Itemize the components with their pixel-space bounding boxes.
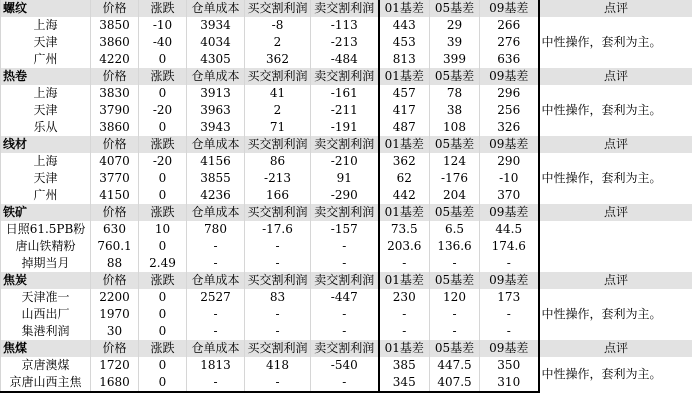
section-header-row [1,68,692,85]
change-cell: -40 [139,34,187,51]
basis-01-cell: 417 [379,102,430,119]
section-header-row [1,204,692,221]
basis-01-cell: - [379,323,430,340]
column-header: 05基差 [430,204,480,221]
price-cell: 3830 [91,85,139,102]
location-name: 广州 [1,51,91,68]
sell-delivery-profit-cell: - [311,238,379,255]
column-header: 买交割利润 [245,204,311,221]
change-cell: 0 [139,289,187,306]
location-name: 日照61.5PB粉 [1,221,91,238]
basis-05-cell: 38 [430,102,480,119]
column-header: 09基差 [480,68,539,85]
price-cell: 4220 [91,51,139,68]
warehouse-cost-cell: - [187,323,245,340]
change-cell: 0 [139,85,187,102]
basis-05-cell: 136.6 [430,238,480,255]
basis-01-cell: 457 [379,85,430,102]
location-name: 上海 [1,85,91,102]
column-header: 点评 [539,272,692,289]
change-cell: 2.49 [139,255,187,272]
change-cell: 0 [139,187,187,204]
column-header: 点评 [539,204,692,221]
column-header: 价格 [91,204,139,221]
sell-delivery-profit-cell: -290 [311,187,379,204]
change-cell: 0 [139,306,187,323]
column-header: 买交割利润 [245,68,311,85]
sell-delivery-profit-cell: - [311,255,379,272]
table-row [1,289,692,306]
location-name: 广州 [1,187,91,204]
price-cell: 3850 [91,17,139,34]
basis-01-cell: 203.6 [379,238,430,255]
column-header: 买交割利润 [245,0,311,17]
price-cell: 3860 [91,119,139,136]
warehouse-cost-cell: 4305 [187,51,245,68]
price-cell: 3770 [91,170,139,187]
basis-05-cell: 6.5 [430,221,480,238]
column-header: 涨跌 [139,136,187,153]
category-label: 螺纹 [1,0,91,17]
basis-05-cell: - [430,306,480,323]
column-header: 价格 [91,0,139,17]
basis-05-cell: 78 [430,85,480,102]
buy-delivery-profit-cell: 2 [245,34,311,51]
basis-09-cell: 350 [480,357,539,374]
location-name: 乐从 [1,119,91,136]
warehouse-cost-cell: - [187,238,245,255]
price-cell: 4150 [91,187,139,204]
column-header: 卖交割利润 [311,272,379,289]
category-label: 铁矿 [1,204,91,221]
table-row [1,221,692,238]
column-header: 买交割利润 [245,136,311,153]
location-name: 集港利润 [1,323,91,340]
basis-09-cell: 310 [480,374,539,392]
column-header: 涨跌 [139,68,187,85]
buy-delivery-profit-cell: - [245,238,311,255]
change-cell: -20 [139,102,187,119]
price-cell: 30 [91,323,139,340]
basis-01-cell: 453 [379,34,430,51]
change-cell: 0 [139,357,187,374]
location-name: 天津 [1,102,91,119]
basis-09-cell: -10 [480,170,539,187]
buy-delivery-profit-cell: 83 [245,289,311,306]
comment-cell [539,221,692,272]
price-cell: 3860 [91,34,139,51]
column-header: 价格 [91,136,139,153]
sell-delivery-profit-cell: - [311,374,379,392]
buy-delivery-profit-cell: -8 [245,17,311,34]
location-name: 天津 [1,34,91,51]
warehouse-cost-cell: 1813 [187,357,245,374]
basis-09-cell: 636 [480,51,539,68]
column-header: 05基差 [430,272,480,289]
warehouse-cost-cell: 3934 [187,17,245,34]
column-header: 涨跌 [139,0,187,17]
column-header: 点评 [539,0,692,17]
sell-delivery-profit-cell: -484 [311,51,379,68]
comment-cell: 中性操作，套利为主。 [539,153,692,204]
basis-05-cell: -176 [430,170,480,187]
basis-09-cell: 173 [480,289,539,306]
column-header: 01基差 [379,0,430,17]
column-header: 卖交割利润 [311,204,379,221]
warehouse-cost-cell: 4156 [187,153,245,170]
column-header: 05基差 [430,340,480,357]
location-name: 京唐澳煤 [1,357,91,374]
sell-delivery-profit-cell: -211 [311,102,379,119]
change-cell: 0 [139,374,187,392]
column-header: 买交割利润 [245,272,311,289]
buy-delivery-profit-cell: 2 [245,102,311,119]
sell-delivery-profit-cell: -447 [311,289,379,306]
warehouse-cost-cell: - [187,374,245,392]
column-header: 卖交割利润 [311,0,379,17]
price-cell: 3790 [91,102,139,119]
basis-09-cell: - [480,255,539,272]
basis-01-cell: 813 [379,51,430,68]
section-header-row [1,136,692,153]
category-label: 焦煤 [1,340,91,357]
table-row [1,17,692,34]
column-header: 价格 [91,272,139,289]
sell-delivery-profit-cell: -113 [311,17,379,34]
column-header: 01基差 [379,340,430,357]
column-header: 点评 [539,340,692,357]
location-name: 天津 [1,170,91,187]
column-header: 05基差 [430,68,480,85]
sell-delivery-profit-cell: - [311,323,379,340]
column-header: 01基差 [379,204,430,221]
basis-09-cell: 296 [480,85,539,102]
sell-delivery-profit-cell: -191 [311,119,379,136]
column-header: 09基差 [480,340,539,357]
column-header: 09基差 [480,136,539,153]
column-header: 卖交割利润 [311,136,379,153]
column-header: 09基差 [480,204,539,221]
column-header: 仓单成本 [187,136,245,153]
warehouse-cost-cell: 2527 [187,289,245,306]
change-cell: 0 [139,51,187,68]
comment-cell: 中性操作，套利为主。 [539,289,692,340]
location-name: 掉期当月 [1,255,91,272]
column-header: 01基差 [379,272,430,289]
buy-delivery-profit-cell: - [245,255,311,272]
column-header: 仓单成本 [187,0,245,17]
basis-01-cell: 73.5 [379,221,430,238]
buy-delivery-profit-cell: - [245,323,311,340]
column-header: 涨跌 [139,340,187,357]
buy-delivery-profit-cell: 418 [245,357,311,374]
comment-cell: 中性操作，套利为主。 [539,17,692,68]
warehouse-cost-cell: 780 [187,221,245,238]
location-name: 唐山铁精粉 [1,238,91,255]
section-header-row [1,0,692,17]
column-header: 仓单成本 [187,68,245,85]
column-header: 09基差 [480,272,539,289]
column-header: 卖交割利润 [311,340,379,357]
column-header: 价格 [91,340,139,357]
location-name: 京唐山西主焦 [1,374,91,392]
buy-delivery-profit-cell: 362 [245,51,311,68]
column-header: 买交割利润 [245,340,311,357]
basis-05-cell: 29 [430,17,480,34]
table-row [1,357,692,374]
sell-delivery-profit-cell: 91 [311,170,379,187]
change-cell: 0 [139,323,187,340]
section-header-row [1,340,692,357]
column-header: 05基差 [430,0,480,17]
warehouse-cost-cell: 3943 [187,119,245,136]
price-cell: 760.1 [91,238,139,255]
change-cell: 10 [139,221,187,238]
sell-delivery-profit-cell: -213 [311,34,379,51]
sell-delivery-profit-cell: - [311,306,379,323]
column-header: 仓单成本 [187,272,245,289]
price-cell: 4070 [91,153,139,170]
comment-cell: 中性操作，套利为主。 [539,85,692,136]
category-label: 焦炭 [1,272,91,289]
basis-01-cell: 62 [379,170,430,187]
basis-01-cell: 385 [379,357,430,374]
basis-01-cell: 345 [379,374,430,392]
basis-05-cell: 447.5 [430,357,480,374]
buy-delivery-profit-cell: 86 [245,153,311,170]
basis-09-cell: 290 [480,153,539,170]
column-header: 点评 [539,68,692,85]
column-header: 09基差 [480,0,539,17]
warehouse-cost-cell: 3913 [187,85,245,102]
buy-delivery-profit-cell: 41 [245,85,311,102]
basis-05-cell: 120 [430,289,480,306]
basis-05-cell: 39 [430,34,480,51]
change-cell: -20 [139,153,187,170]
change-cell: 0 [139,238,187,255]
basis-05-cell: - [430,255,480,272]
warehouse-cost-cell: 3855 [187,170,245,187]
basis-01-cell: 442 [379,187,430,204]
basis-09-cell: 370 [480,187,539,204]
change-cell: -10 [139,17,187,34]
change-cell: 0 [139,119,187,136]
basis-09-cell: 276 [480,34,539,51]
column-header: 05基差 [430,136,480,153]
price-cell: 630 [91,221,139,238]
basis-01-cell: 443 [379,17,430,34]
basis-01-cell: 362 [379,153,430,170]
basis-01-cell: - [379,255,430,272]
basis-09-cell: 326 [480,119,539,136]
price-cell: 88 [91,255,139,272]
basis-09-cell: 256 [480,102,539,119]
column-header: 价格 [91,68,139,85]
buy-delivery-profit-cell: 71 [245,119,311,136]
basis-09-cell: 44.5 [480,221,539,238]
sell-delivery-profit-cell: -540 [311,357,379,374]
basis-05-cell: 407.5 [430,374,480,392]
sell-delivery-profit-cell: -157 [311,221,379,238]
warehouse-cost-cell: 3963 [187,102,245,119]
price-cell: 2200 [91,289,139,306]
basis-05-cell: 204 [430,187,480,204]
warehouse-cost-cell: 4034 [187,34,245,51]
comment-cell: 中性操作，套利为主。 [539,357,692,392]
sell-delivery-profit-cell: -210 [311,153,379,170]
buy-delivery-profit-cell: -213 [245,170,311,187]
column-header: 仓单成本 [187,204,245,221]
warehouse-cost-cell: - [187,255,245,272]
table-body [1,0,692,392]
column-header: 仓单成本 [187,340,245,357]
price-cell: 1720 [91,357,139,374]
basis-09-cell: 174.6 [480,238,539,255]
location-name: 天津准一 [1,289,91,306]
buy-delivery-profit-cell: -17.6 [245,221,311,238]
warehouse-cost-cell: 4236 [187,187,245,204]
basis-05-cell: 399 [430,51,480,68]
price-cell: 1680 [91,374,139,392]
basis-05-cell: 124 [430,153,480,170]
price-cell: 1970 [91,306,139,323]
category-label: 线材 [1,136,91,153]
location-name: 上海 [1,17,91,34]
basis-09-cell: 266 [480,17,539,34]
column-header: 涨跌 [139,204,187,221]
warehouse-cost-cell: - [187,306,245,323]
buy-delivery-profit-cell: - [245,306,311,323]
basis-01-cell: - [379,306,430,323]
column-header: 卖交割利润 [311,68,379,85]
location-name: 山西出厂 [1,306,91,323]
sell-delivery-profit-cell: -161 [311,85,379,102]
buy-delivery-profit-cell: - [245,374,311,392]
table-row [1,153,692,170]
location-name: 上海 [1,153,91,170]
basis-05-cell: - [430,323,480,340]
section-header-row [1,272,692,289]
basis-05-cell: 108 [430,119,480,136]
buy-delivery-profit-cell: 166 [245,187,311,204]
change-cell: 0 [139,170,187,187]
basis-01-cell: 487 [379,119,430,136]
basis-09-cell: - [480,323,539,340]
table-row [1,85,692,102]
column-header: 01基差 [379,136,430,153]
basis-09-cell: - [480,306,539,323]
column-header: 点评 [539,136,692,153]
column-header: 01基差 [379,68,430,85]
category-label: 热卷 [1,68,91,85]
basis-01-cell: 230 [379,289,430,306]
column-header: 涨跌 [139,272,187,289]
